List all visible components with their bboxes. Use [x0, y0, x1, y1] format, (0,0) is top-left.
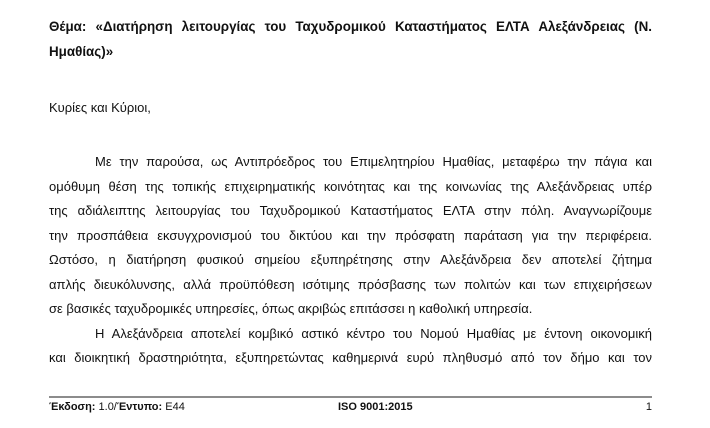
paragraph-line: σε βασικές ταχυδρομικές υπηρεσίες, όπως ακριβώς επιτάσσει η καθολική υπηρεσία.	[49, 301, 533, 316]
edition-label: Έκδοση:	[49, 401, 96, 413]
paragraph-line: και διοικητική δραστηριότητα, εξυπηρετώντας καθημερινά ευρύ πληθυσμό από τον δήμο και τον	[49, 350, 652, 365]
subject-line-2: Ημαθίας)»	[49, 43, 114, 59]
paragraph-line: Η Αλεξάνδρεια αποτελεί κομβικό αστικό κέντρο του Νομού Ημαθίας με έντονη οικονομική	[95, 325, 652, 341]
edition-value: 1.0/	[98, 401, 117, 413]
paragraph-line: ομόθυμη θέση της τοπικής επιχειρηματικής κοινότητας και της κοινωνίας της Αλεξάνδρειας υπέρ	[49, 178, 652, 194]
subject-heading	[49, 12, 652, 61]
page-footer	[49, 399, 652, 415]
paragraph-line: απλής διευκόλυνσης, αλλά προϋπόθεση ισότιμης πρόσβασης των πολιτών και των επιχειρήσεων	[49, 276, 652, 292]
form-value: Ε44	[165, 401, 185, 413]
subject-line-1: Θέμα: «Διατήρηση λειτουργίας του Ταχυδρομικού Καταστήματος ΕΛΤΑ Αλεξάνδρειας (Ν.	[49, 19, 652, 34]
paragraph-line: Ωστόσο, η διατήρηση φυσικού σημείου εξυπηρέτησης στην Αλεξάνδρεια δεν αποτελεί ζήτημα	[49, 252, 652, 267]
paragraph-line: της αδιάλειπτης λειτουργίας του Ταχυδρομικού Καταστήματος ΕΛΤΑ στην πόλη. Αναγνωρίζουμε	[49, 203, 652, 218]
iso-standard: ISO 9001:2015	[338, 401, 413, 413]
paragraph-1	[49, 150, 652, 322]
paragraph-2	[49, 322, 652, 371]
greeting: Κυρίες και Κύριοι,	[49, 100, 151, 115]
page-number: 1	[645, 401, 652, 413]
footer-divider	[49, 396, 652, 398]
footer-edition-info	[49, 399, 185, 415]
letter-body	[49, 150, 652, 371]
form-label: Έντυπο:	[116, 401, 163, 413]
paragraph-line: Με την παρούσα, ως Αντιπρόεδρος του Επιμελητηρίου Ημαθίας, μεταφέρω την πάγια και	[95, 154, 652, 169]
paragraph-line: την προσπάθεια εκσυγχρονισμού του δικτύου και την πρόσφατη παράταση για την περιφέρεια.	[49, 227, 652, 243]
